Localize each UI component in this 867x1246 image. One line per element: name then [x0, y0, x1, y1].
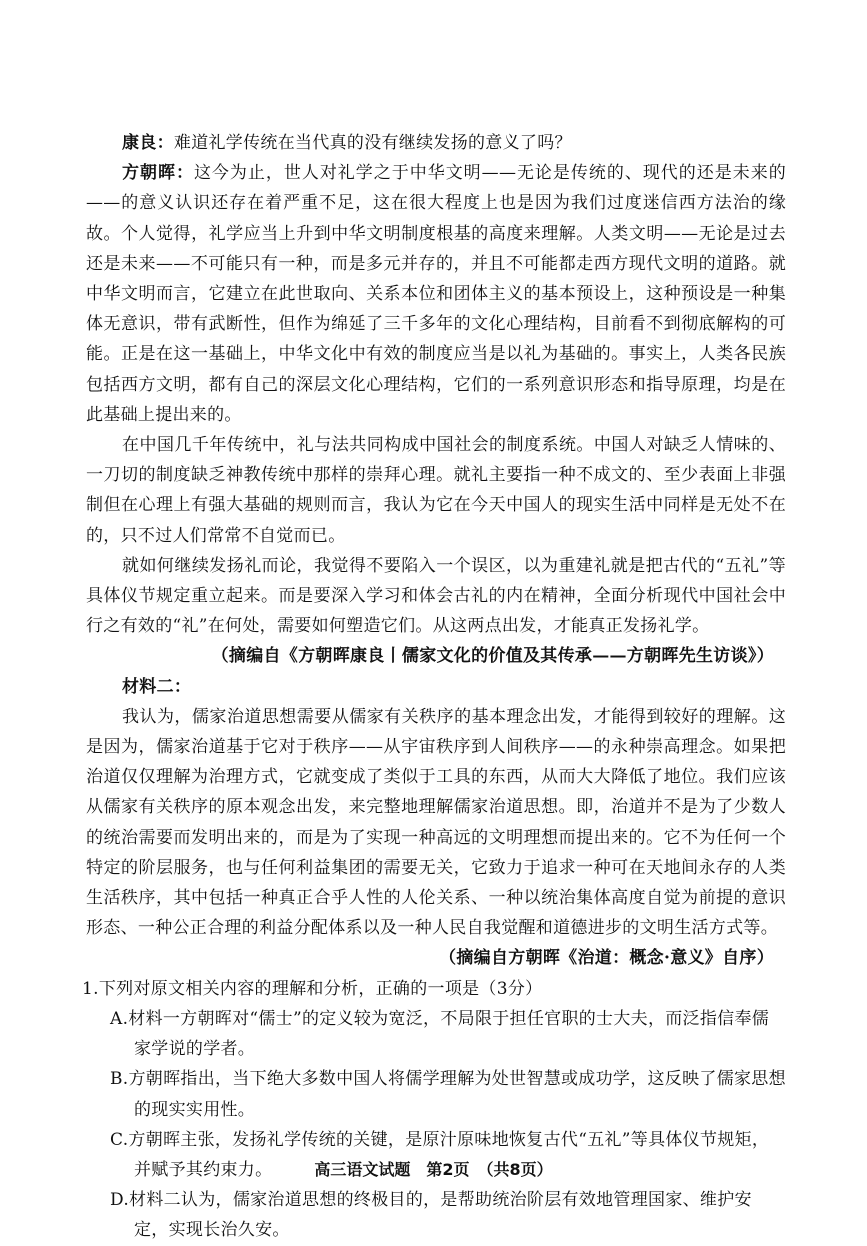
question-text: 难道礼学传统在当代真的没有继续发扬的意义了吗？ — [173, 133, 572, 153]
page-footer: 高三语文试题 第2页 （共8页） — [314, 1160, 553, 1179]
dialogue-question — [86, 128, 786, 158]
material-2-heading: 材料二： — [122, 676, 192, 697]
option-b[interactable] — [86, 1064, 786, 1124]
answer-text: 这今为止，世人对礼学之于中华文明——无论是传统的、现代的还是未来的——的意义认识还存在着严重不足，这在很大程度上也是因为我们过度迷信西方法治的缘故。个人觉得，礼学应当上升到中华文明制度根基的高度来理解。人类文明——无论是过去还是未来——不可能只有一种，而是多元并存的，并且不可能都走西方现代文明的道路。就中华文明而言，它建立在此世取向、关系本位和团体主义的基本预设上，这种预设是一种集体无意识，带有武断性，但作为绵延了三千多年的文化心理结构，目前看不到彻底解构的可能。正是在这一基础上，中华文化中有效的制度应当是以礼为基础的。事实上，人类各民族包括西方文明，都有自己的深层文化心理结构，它们的一系列意识形态和指导原理，均是在此基础上提出来的。 — [86, 163, 786, 425]
option-d[interactable] — [86, 1185, 786, 1245]
option-d-text: D.材料二认为，儒家治道思想的终极目的，是帮助统治阶层有效地管理国家、维护安定，实现长治久安。 — [110, 1190, 752, 1241]
speaker-fangzhaohui: 方朝晖： — [122, 163, 194, 184]
dialogue-answer — [86, 158, 786, 430]
option-a-text: A.材料一方朝晖对“儒士”的定义较为宽泛，不局限于担任官职的士大夫，而泛指信奉儒家学说的学者。 — [110, 1008, 770, 1060]
option-b-text: B.方朝晖指出，当下绝大多数中国人将儒学理解为处世智慧或成功学，这反映了儒家思想的现实实用性。 — [110, 1069, 786, 1120]
source-citation-1: （摘编自《方朝晖康良丨儒家文化的价值及其传承——方朝晖先生访谈》） — [211, 646, 774, 667]
option-c-text: C.方朝晖主张，发扬礼学传统的关键，是原汁原味地恢复古代“五礼”等具体仪节规矩，并赋予其约束力。 — [110, 1129, 770, 1180]
option-a[interactable] — [86, 1004, 786, 1064]
document-body — [82, 128, 786, 1246]
answer-paragraph-3: 就如何继续发扬礼而论，我觉得不要陷入一个误区，以为重建礼就是把古代的“五礼”等具体仪节规定重立起来。而是要深入学习和体会古礼的内在精神，全面分析现代中国社会中行之有效的“礼”在何处，需要如何塑造它们。从这两点出发，才能真正发扬礼学。 — [86, 555, 786, 637]
speaker-kangliang: 康良： — [122, 133, 174, 153]
source-citation-2: （摘编自方朝晖《治道：概念·意义》自序） — [439, 948, 774, 969]
answer-paragraph-2: 在中国几千年传统中，礼与法共同构成中国社会的制度系统。中国人对缺乏人情味的、一刀切的制度缺乏神教传统中那样的崇拜心理。就礼主要指一种不成文的、至少表面上非强制但在心理上有强大基础的规则而言，我认为它在今天中国人的现实生活中同样是无处不在的，只不过人们常常不自觉而已。 — [86, 435, 786, 546]
material-2-text: 我认为，儒家治道思想需要从儒家有关秩序的基本理念出发，才能得到较好的理解。这是因为，儒家治道基于它对于秩序——从宇宙秩序到人间秩序——的永种崇高理念。如果把治道仅仅理解为治理方式，它就变成了类似于工具的东西，从而大大降低了地位。我们应该从儒家有关秩序的原本观念出发，来完整地理解儒家治道思想。即，治道并不是为了少数人的统治需要而发明出来的，而是为了实现一种高远的文明理想而提出来的。它不为任何一个特定的阶层服务，也与任何利益集团的需要无关，它致力于追求一种可在天地间永存的人类生活秩序，其中包括一种真正合乎人性的人伦关系、一种以统治集体高度自觉为前提的意识形态、一种公正合理的利益分配体系以及一种人民自我觉醒和道德进步的文明生活方式等。 — [86, 706, 786, 939]
question-stem: 1.下列对原文相关内容的理解和分析，正确的一项是（3分） — [82, 978, 543, 999]
